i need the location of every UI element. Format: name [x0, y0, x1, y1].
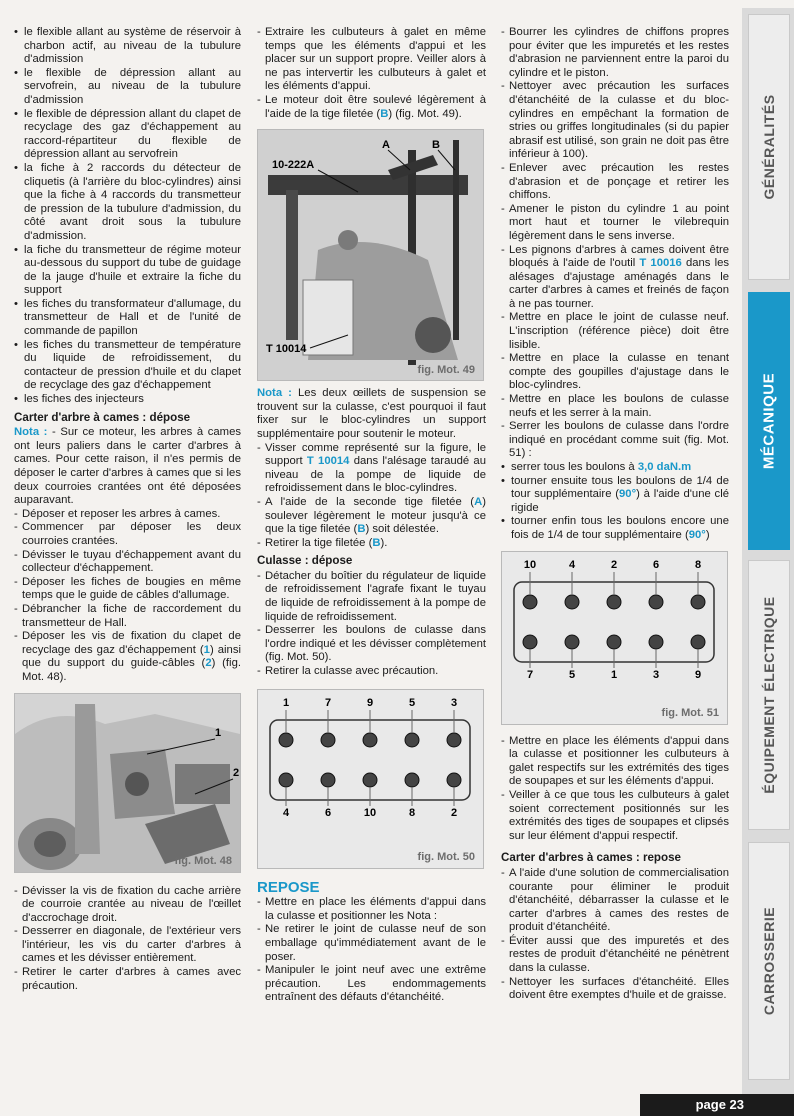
engine-photo-48: [15, 694, 240, 872]
fig50-bolt-bottom-2: [321, 773, 335, 787]
nota-label: Nota :: [14, 426, 48, 439]
list-item: • le flexible de dépression allant au servofrein, au niveau de la tubulure d'admission: [14, 67, 241, 108]
step-list: [501, 26, 729, 461]
list-item: - Visser comme représenté sur la figure, le support T 10014 dans l'alésage taraudé au niveau de la pompe de liquide de refroidissement dans le bloc-cylindres.: [257, 442, 486, 496]
section-heading: Carter d'arbres à cames : repose: [501, 851, 681, 865]
fig51-order-label: 1: [610, 668, 618, 681]
fig50-order-label: 10: [363, 806, 377, 819]
fig51-order-label: 3: [652, 668, 660, 681]
tab-carrosserie[interactable]: CARROSSERIE: [748, 842, 790, 1080]
fig51-bolt-bottom-4: [649, 635, 663, 649]
fig49-tool-t10014: T 10014: [266, 343, 307, 356]
step-list: [14, 508, 241, 685]
list-item: - Bourrer les cylindres de chiffons propres pour éviter que les impuretés et les restes d'abrasion ne parviennent entre la paroi du cylindre et le piston.: [501, 26, 729, 80]
section-heading: Carter d'arbre à cames : dépose: [14, 410, 191, 424]
fig50-bolt-top-4: [405, 733, 419, 747]
bolt-diagram-50: [258, 690, 483, 868]
list-item: - Ne retirer le joint de culasse neuf de son emballage qu'immédiatement avant de le poser.: [257, 923, 486, 964]
fig51-bolt-bottom-5: [691, 635, 705, 649]
list-item: - Détacher du boîtier du régulateur de liquide de refroidissement l'agrafe fixant le tuyau de liquide de refroidissement à la pompe de liquide de refroidissement.: [257, 570, 486, 624]
tab-equipement-electrique[interactable]: ÉQUIPEMENT ÉLECTRIQUE: [748, 560, 790, 830]
list-item: - Commencer par déposer les deux courroies crantées.: [14, 521, 241, 548]
fig50-order-label: 5: [408, 696, 416, 709]
fig51-order-label: 9: [694, 668, 702, 681]
fig50-order-label: 6: [324, 806, 332, 819]
fig51-order-label: 4: [568, 558, 576, 571]
fig51-bolt-top-5: [691, 595, 705, 609]
fig50-bolt-bottom-3: [363, 773, 377, 787]
list-item: - Mettre en place la culasse en tenant compte des goupilles d'ajustage dans le bloc-cylindres.: [501, 352, 729, 393]
list-item: • le flexible de dépression allant du clapet de recyclage des gaz d'échappement au raccord-répartiteur du flexible de dépression allant au servofrein: [14, 108, 241, 162]
fig51-bolt-top-4: [649, 595, 663, 609]
list-item: - Nettoyer les surfaces d'étanchéité. Elles doivent être exemptes d'huile et de graisse.: [501, 976, 729, 1003]
nota-text: Les deux œillets de suspension se trouvent sur la culasse, c'est pourquoi il faut fixer sur le bloc-cylindres un support supplémentaire pour soutenir le moteur.: [257, 387, 486, 440]
page-footer: [640, 1094, 794, 1116]
list-item: • les fiches du transmetteur de température du liquide de refroidissement, du contacteur de pression d'huile et du clapet de recyclage des gaz d'échappement: [14, 339, 241, 393]
step-list: [257, 570, 486, 679]
list-item: - Manipuler le joint neuf avec une extrême précaution. Les endommagements entraînent des défauts d'étanchéité.: [257, 964, 486, 1005]
fig51-order-label: 7: [526, 668, 534, 681]
list-item: - Retirer le carter d'arbres à cames avec précaution.: [14, 966, 241, 993]
bolt-diagram-51: [502, 552, 727, 724]
step-list: [257, 896, 486, 1005]
list-item: - Déposer et reposer les arbres à cames.: [14, 508, 241, 522]
fig51-order-label: 2: [610, 558, 618, 571]
list-item: • les fiches du transformateur d'allumage, du transmetteur de Hall et de l'unité de commande de papillon: [14, 298, 241, 339]
step-list-bottom: [14, 885, 241, 994]
list-item: • les fiches des injecteurs: [14, 393, 241, 407]
step-list: [501, 735, 729, 844]
figure-caption: fig. Mot. 49: [417, 363, 475, 376]
fig51-bolt-top-3: [607, 595, 621, 609]
fig50-bolt-bottom-1: [279, 773, 293, 787]
list-item: - A l'aide de la seconde tige filetée (A) soulever légèrement le moteur jusqu'à ce que la tige filetée (B) soit délestée.: [257, 496, 486, 537]
fig50-order-label: 4: [282, 806, 290, 819]
list-item: - Déposer les fiches de bougies en même temps que le guide de câbles d'allumage.: [14, 576, 241, 603]
list-item: - Serrer les boulons de culasse dans l'ordre indiqué en procédant comme suit (fig. Mot. 51) :: [501, 420, 729, 461]
list-item: - Débrancher la fiche de raccordement du transmetteur de Hall.: [14, 603, 241, 630]
fig51-order-label: 10: [523, 558, 537, 571]
repose-title: REPOSE: [257, 878, 320, 896]
nota-label: Nota :: [257, 387, 292, 400]
fig50-bolt-top-3: [363, 733, 377, 747]
fig51-order-label: 5: [568, 668, 576, 681]
fig49-label-b: B: [432, 139, 440, 152]
nota: [14, 426, 241, 508]
list-item: - Nettoyer avec précaution les surfaces d'étanchéité de la culasse et du bloc-cylindres en empêchant la formation de stries ou griffes longitudinales (si du papier abrasif est utilisé, son grain ne doit pas être inférieur à 100).: [501, 80, 729, 162]
fig50-bolt-bottom-5: [447, 773, 461, 787]
list-item: • le flexible allant au système de réservoir à charbon actif, au niveau de la tubulure d'admission: [14, 26, 241, 67]
fig50-order-label: 7: [324, 696, 332, 709]
fig50-bolt-top-2: [321, 733, 335, 747]
list-item: - Retirer la tige filetée (B).: [257, 537, 486, 551]
list-item: • la fiche à 2 raccords du détecteur de cliquetis (à l'arrière du bloc-cylindres) ainsi que la fiche à 4 raccords du transmetteur de pression de la tubulure d'admission, du côté avant droit sous la tubulure d'admission.: [14, 162, 241, 244]
tab-mecanique[interactable]: MÉCANIQUE: [748, 292, 790, 550]
nota-text: - Sur ce moteur, les arbres à cames ont leurs paliers dans le carter d'arbres à cames. Pour cette raison, il n'es permis de déposer le carter d'arbres à cames que si les deux courroies crantées ont été déposées auparavant.: [14, 426, 242, 507]
step-list: [257, 26, 486, 121]
fig51-bolt-bottom-2: [565, 635, 579, 649]
list-item: - Les pignons d'arbres à cames doivent être bloqués à l'aide de l'outil T 10016 dans les alésages d'ajustage aménagés dans le carter d'arbres à cames et freinés de façon à ne pas tourner.: [501, 244, 729, 312]
column-3: [501, 26, 729, 1003]
list-item: - Mettre en place les boulons de culasse neufs et les serrer à la main.: [501, 393, 729, 420]
figure-mot-51: [501, 551, 728, 725]
fig49-label-a: A: [382, 139, 390, 152]
fig48-label-2: 2: [233, 766, 240, 779]
fig50-order-label: 8: [408, 806, 416, 819]
fig50-bolt-top-1: [279, 733, 293, 747]
list-item: - Mettre en place les éléments d'appui dans la culasse et positionner les culbuteurs à galet respectifs sur les extrémités des tiges de soupapes et sur les éléments d'appui.: [501, 735, 729, 789]
list-item: • la fiche du transmetteur de régime moteur au-dessous du support du tube de guidage de la jauge d'huile et extraire la fiche du support: [14, 244, 241, 298]
fig51-bolt-top-2: [565, 595, 579, 609]
fig50-order-label: 2: [450, 806, 458, 819]
fig51-order-label: 6: [652, 558, 660, 571]
nota: [257, 387, 486, 441]
figure-caption: fig. Mot. 51: [661, 706, 719, 719]
column-1: [14, 26, 241, 993]
list-item: • tourner enfin tous les boulons encore une fois de 1/4 de tour supplémentaire (90°): [501, 515, 729, 542]
list-item: - Enlever avec précaution les restes d'abrasion et de ponçage et retirer les chiffons.: [501, 162, 729, 203]
list-item: - Mettre en place les éléments d'appui dans la culasse et positionner les Nota :: [257, 896, 486, 923]
disconnect-list: [14, 26, 241, 407]
step-list: [501, 867, 729, 1003]
page-number: page 23: [695, 1097, 744, 1112]
list-item: - Desserrer en diagonale, de l'extérieur vers l'intérieur, les vis du carter d'arbres à cames et les dévisser entièrement.: [14, 925, 241, 966]
figure-mot-49: [257, 129, 484, 381]
fig50-bolt-top-5: [447, 733, 461, 747]
list-item: - Retirer la culasse avec précaution.: [257, 665, 486, 679]
column-2: [257, 26, 486, 1005]
list-item: • tourner ensuite tous les boulons de 1/4 de tour supplémentaire (90°) à l'aide d'une clé rigide: [501, 475, 729, 516]
fig50-bolt-bottom-4: [405, 773, 419, 787]
torque-list: [501, 461, 729, 543]
fig51-bolt-top-1: [523, 595, 537, 609]
list-item: - Amener le piston du cylindre 1 au point mort haut et tourner le vilebrequin légèrement dans le sens inverse.: [501, 203, 729, 244]
list-item: - Mettre en place le joint de culasse neuf. L'inscription (référence pièce) doit être lisible.: [501, 311, 729, 352]
tab-generalites[interactable]: GÉNÉRALITÉS: [748, 14, 790, 280]
section-heading: Culasse : dépose: [257, 554, 353, 568]
step-list: [257, 442, 486, 551]
fig51-bolt-bottom-1: [523, 635, 537, 649]
list-item: - Dévisser la vis de fixation du cache arrière de courroie crantée au niveau de l'œillet d'accrochage droit.: [14, 885, 241, 926]
list-item: - Extraire les culbuteurs à galet en même temps que les éléments d'appui et les placer sur un support propre. Veiller alors à ne pas intervertir les culbuteurs à galet et les éléments d'appui.: [257, 26, 486, 94]
list-item: - Déposer les vis de fixation du clapet de recyclage des gaz d'échappement (1) ainsi que du support du guide-câbles (2) (fig. Mot. 48).: [14, 630, 241, 684]
fig51-order-label: 8: [694, 558, 702, 571]
fig49-tool-10-222a: 10-222A: [272, 159, 315, 172]
list-item: - Éviter aussi que des impuretés et des restes de produit d'étanchéité ne pénètrent dans la culasse.: [501, 935, 729, 976]
list-item: • serrer tous les boulons à 3,0 daN.m: [501, 461, 729, 475]
fig50-order-label: 1: [282, 696, 290, 709]
fig51-bolt-bottom-3: [607, 635, 621, 649]
list-item: - Desserrer les boulons de culasse dans l'ordre indiqué et les dévisser complètement (fig. Mot. 50).: [257, 624, 486, 665]
fig48-label-1: 1: [215, 726, 222, 739]
list-item: - Veiller à ce que tous les culbuteurs à galet soient correctement positionnés sur les extrémités des tiges de soupapes et clipsés sur leur élément d'appui respectif.: [501, 789, 729, 843]
figure-mot-48: [14, 693, 241, 873]
figure-caption: fig. Mot. 50: [417, 851, 475, 864]
figure-mot-50: [257, 689, 484, 869]
fig50-order-label: 3: [450, 696, 458, 709]
engine-photo-49: [258, 130, 483, 380]
figure-caption: fig. Mot. 48: [174, 854, 232, 867]
fig50-order-label: 9: [366, 696, 374, 709]
list-item: - A l'aide d'une solution de commercialisation courante pour éliminer le produit d'étanchéité, débarrasser la culasse et le carter d'arbres à cames des restes de produit d'étanchéité.: [501, 867, 729, 935]
list-item: - Le moteur doit être soulevé légèrement à l'aide de la tige filetée (B) (fig. Mot. 49).: [257, 94, 486, 121]
list-item: - Dévisser le tuyau d'échappement avant du collecteur d'échappement.: [14, 549, 241, 576]
